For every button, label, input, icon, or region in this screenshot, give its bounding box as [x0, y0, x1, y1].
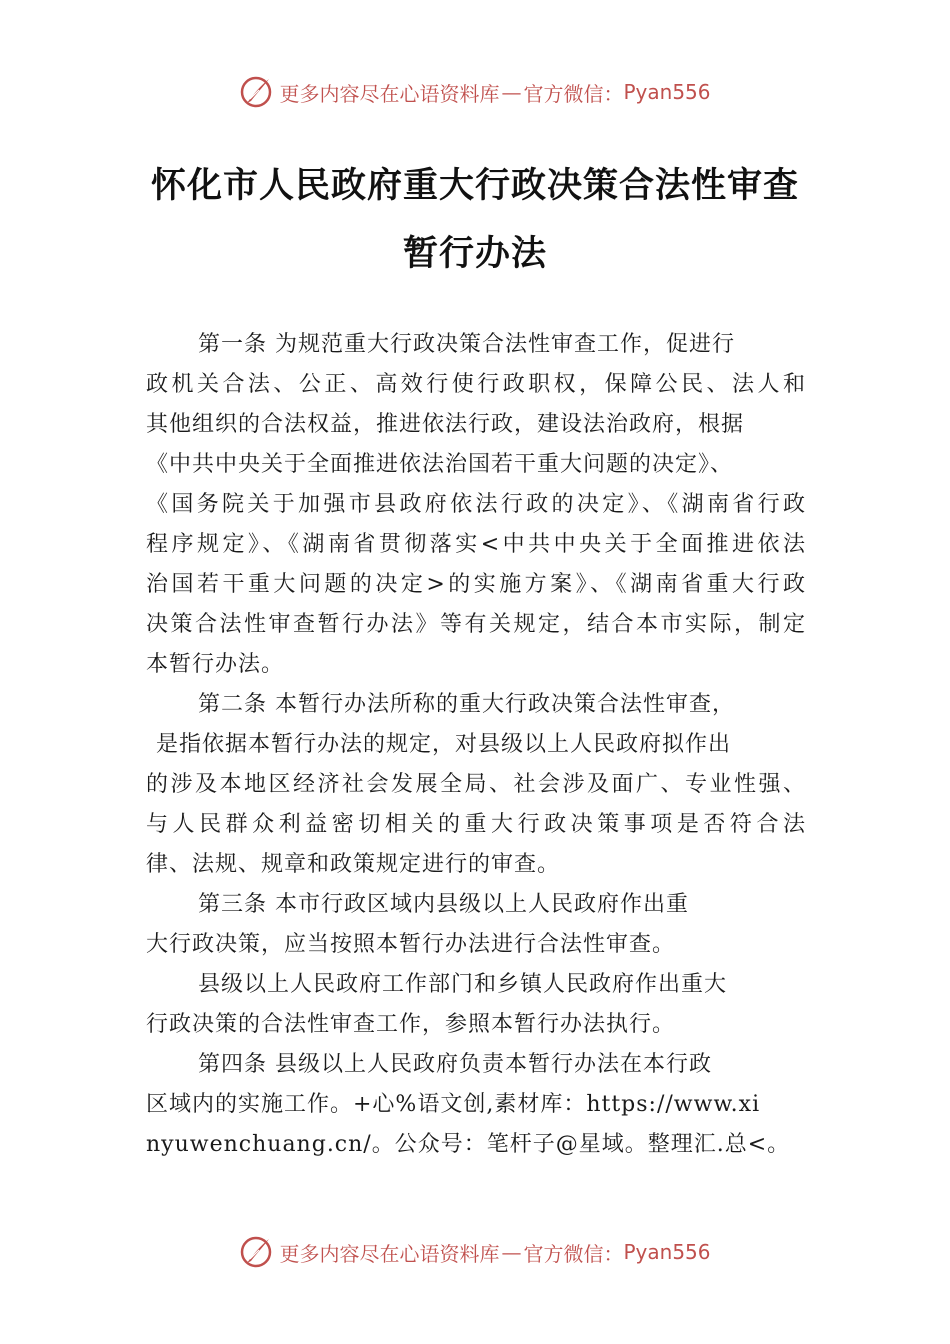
footer-banner [0, 1232, 950, 1272]
banner-wechat-id: Pyan556 [623, 80, 711, 104]
body-line: 治国若干重大问题的决定>的实施方案》、《湖南省重大行政 [146, 572, 806, 597]
header-banner [0, 72, 950, 112]
banner-text: 更多内容尽在心语资料库 [279, 1241, 500, 1266]
body-line: 第三条 本市行政区域内县级以上人民政府作出重 [198, 892, 689, 917]
body-line: 是指依据本暂行办法的规定，对县级以上人民政府拟作出 [156, 732, 732, 757]
banner-wechat-id: Pyan556 [623, 1240, 711, 1264]
body-line: 决策合法性审查暂行办法》等有关规定，结合本市实际，制定 [146, 612, 806, 637]
body-line: 律、法规、规章和政策规定进行的审查。 [146, 852, 561, 877]
body-line: 《中共中央关于全面推进依法治国若干重大问题的决定》、 [146, 452, 734, 477]
body-line: 本暂行办法。 [146, 652, 285, 677]
body-line: 与人民群众利益密切相关的重大行政决策事项是否符合法 [146, 812, 806, 837]
body-line: 《国务院关于加强市县政府依法行政的决定》、《湖南省行政 [146, 492, 806, 517]
feather-logo-icon [239, 75, 273, 109]
body-line: 其他组织的合法权益，推进依法行政，建设法治政府，根据 [146, 412, 745, 437]
body-line: nyuwenchuang.cn/。公众号：笔杆子@星域。整理汇.总<。 [146, 1132, 791, 1157]
body-line: 大行政决策，应当按照本暂行办法进行合法性审查。 [146, 932, 676, 957]
document-title-line-2: 暂行办法 [402, 233, 547, 274]
banner-separator: — [501, 1240, 522, 1264]
document-title-line-1: 怀化市人民政府重大行政决策合法性审查 [150, 165, 799, 206]
body-line: 区域内的实施工作。+心%语文创,素材库：https://www.xi [146, 1092, 761, 1117]
banner-separator: — [501, 80, 522, 104]
banner-wechat-label: 官方微信： [523, 1241, 624, 1266]
banner-text: 更多内容尽在心语资料库 [279, 81, 500, 106]
body-line: 的涉及本地区经济社会发展全局、社会涉及面广、专业性强、 [146, 772, 806, 797]
body-line: 县级以上人民政府工作部门和乡镇人民政府作出重大 [198, 972, 728, 997]
body-line: 第四条 县级以上人民政府负责本暂行办法在本行政 [198, 1052, 712, 1077]
body-line: 第一条 为规范重大行政决策合法性审查工作，促进行 [198, 332, 735, 357]
banner-wechat-label: 官方微信： [523, 81, 624, 106]
body-line: 政机关合法、公正、高效行使行政职权，保障公民、法人和 [146, 372, 806, 397]
document-body [146, 325, 806, 1165]
feather-logo-icon [239, 1235, 273, 1269]
body-line: 行政决策的合法性审查工作，参照本暂行办法执行。 [146, 1012, 676, 1037]
body-line: 第二条 本暂行办法所称的重大行政决策合法性审查， [198, 692, 735, 717]
body-line: 程序规定》、《湖南省贯彻落实<中共中央关于全面推进依法 [146, 532, 806, 557]
